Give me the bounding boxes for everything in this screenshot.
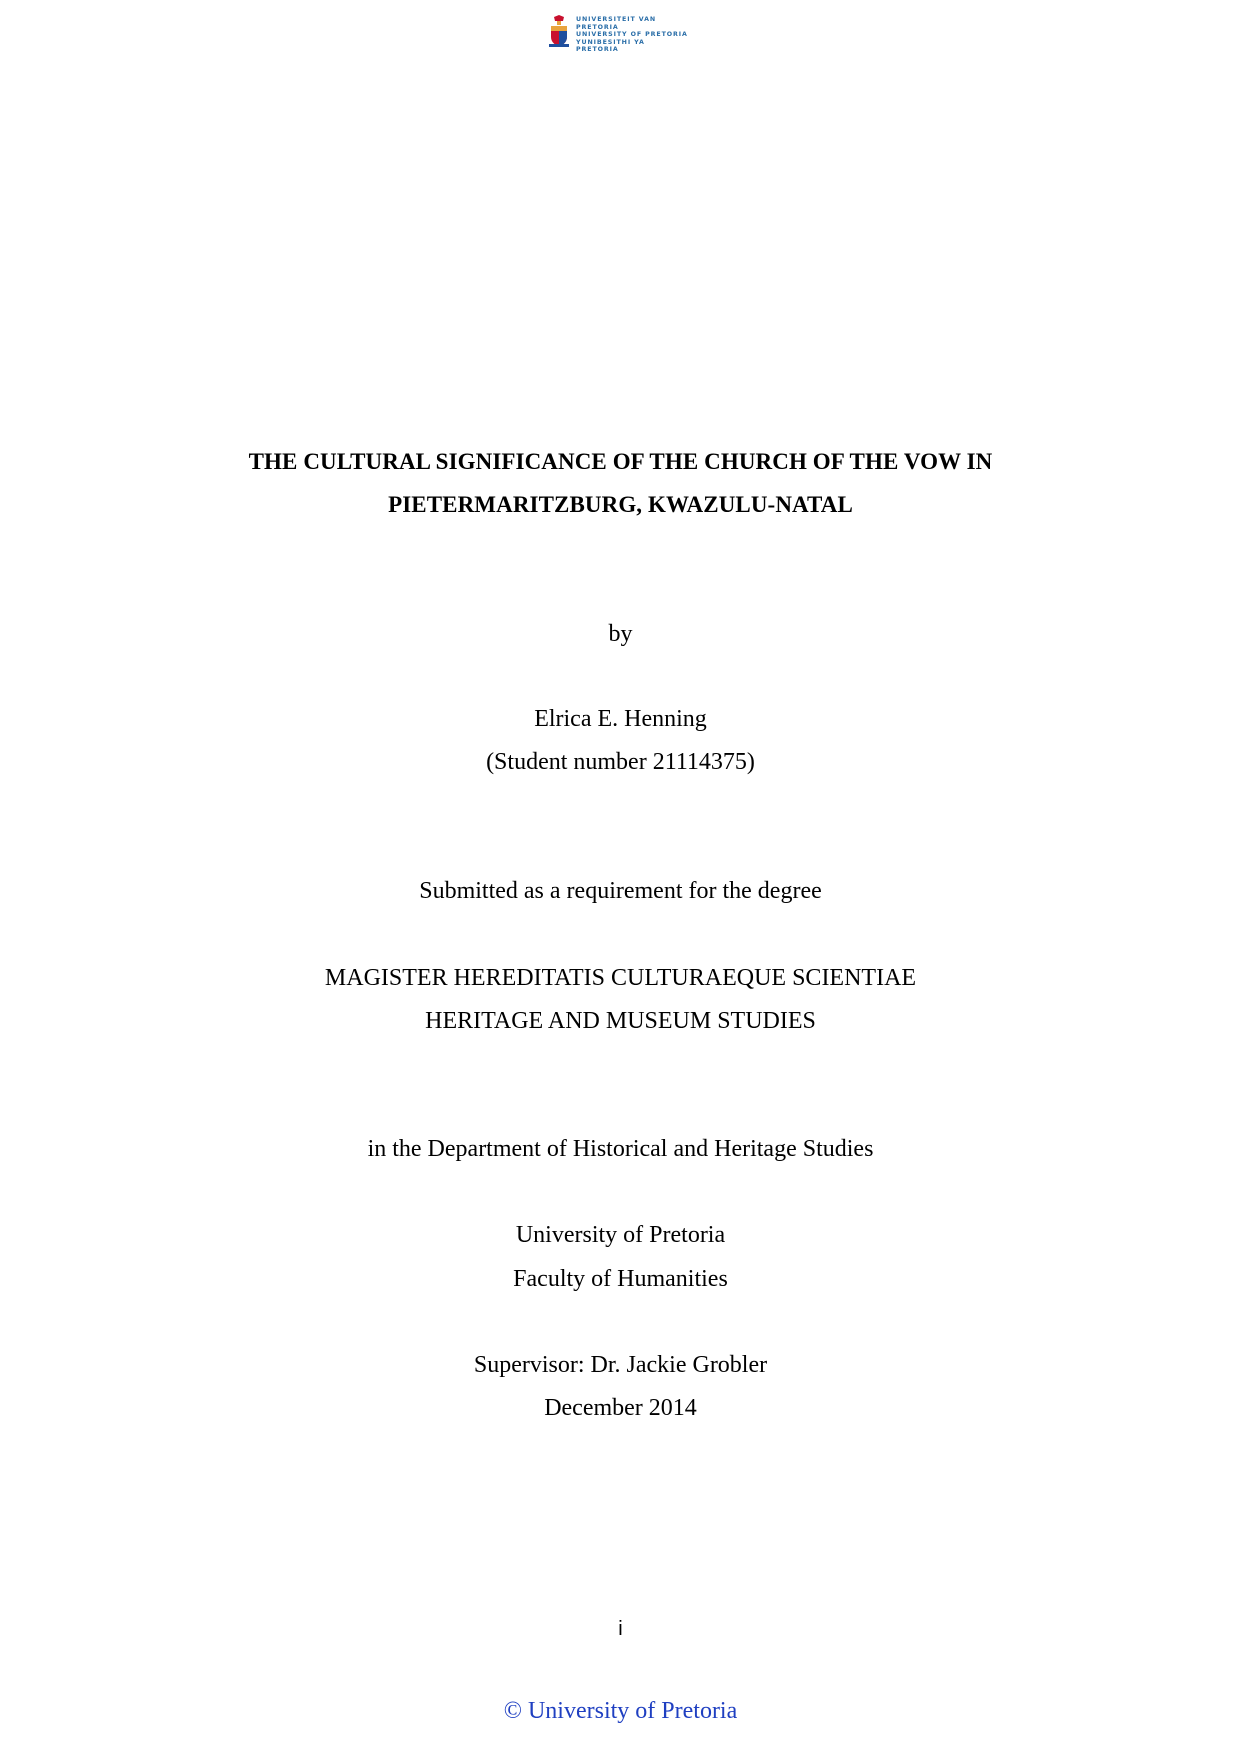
- logo-text-english: UNIVERSITY OF PRETORIA: [576, 31, 688, 39]
- logo-text-afrikaans: UNIVERSITEIT VAN PRETORIA: [576, 16, 657, 31]
- university-name: University of Pretoria: [515, 1222, 726, 1248]
- logo-text-sepedi: YUNIBESITHI YA PRETORIA: [576, 38, 645, 54]
- university-crest-icon: [548, 15, 570, 49]
- degree-name: MAGISTER HEREDITATIS CULTURAEQUE SCIENTIAE: [324, 965, 917, 991]
- submission-statement: Submitted as a requirement for the degree: [419, 878, 822, 904]
- student-number: (Student number 21114375): [486, 749, 755, 775]
- thesis-title-line-1: THE CULTURAL SIGNIFICANCE OF THE CHURCH OF THE VOW IN: [248, 449, 993, 474]
- by-label: by: [608, 621, 633, 647]
- faculty-name: Faculty of Humanities: [513, 1266, 728, 1292]
- copyright-notice: © University of Pretoria: [503, 1698, 738, 1724]
- department-name: in the Department of Historical and Heritage Studies: [367, 1136, 874, 1162]
- degree-field: HERITAGE AND MUSEUM STUDIES: [425, 1008, 816, 1034]
- page-number: i: [618, 1618, 623, 1640]
- submission-date: December 2014: [544, 1395, 697, 1421]
- author-name: Elrica E. Henning: [534, 706, 707, 732]
- supervisor-line: Supervisor: Dr. Jackie Grobler: [473, 1352, 768, 1378]
- thesis-title-line-2: PIETERMARITZBURG, KWAZULU-NATAL: [388, 492, 853, 517]
- university-logo: [548, 15, 688, 54]
